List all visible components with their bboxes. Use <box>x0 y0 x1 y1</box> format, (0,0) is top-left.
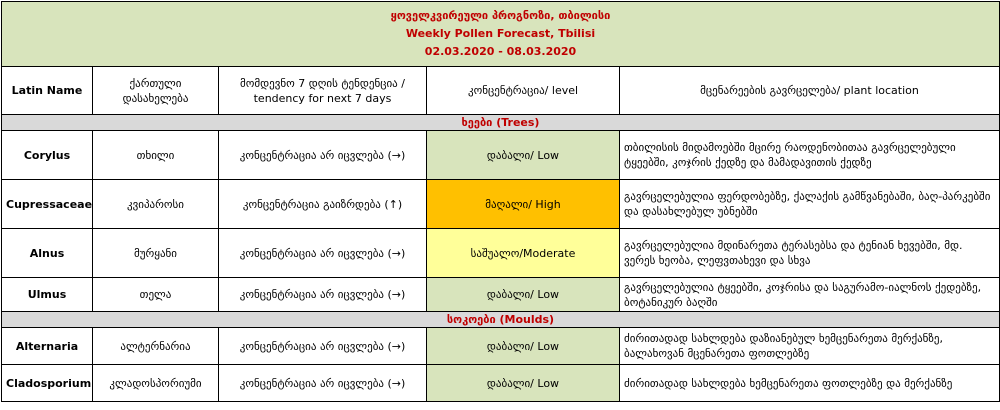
level-badge: დაბალი/ Low <box>427 278 620 312</box>
col-header-location: მცენარეების გავრცელება/ plant location <box>620 67 1000 115</box>
georgian-name: თელა <box>93 278 219 312</box>
forecast-header <box>2 2 1000 67</box>
title-georgian: ყოველკვირეული პროგნოზი, თბილისი <box>390 9 611 22</box>
section-moulds <box>2 312 1000 328</box>
plant-location: ძირითადად სახლდება ხემცენარეთა ფოთლებზე და მერქანზე <box>620 365 1000 402</box>
georgian-name: კვიპაროსი <box>93 180 219 229</box>
plant-location: ძირითადად სახლდება დაზიანებულ ხემცენარეთა მერქანზე, ბალახოვან მცენარეთა ფოთლებზე <box>620 328 1000 365</box>
level-badge: დაბალი/ Low <box>427 365 620 402</box>
tendency: კონცენტრაცია არ იცვლება (→) <box>219 365 427 402</box>
georgian-name: მურყანი <box>93 229 219 278</box>
latin-name: Ulmus <box>2 278 93 312</box>
latin-name: Alnus <box>2 229 93 278</box>
col-header-tendency: მომდევნო 7 დღის ტენდენცია / tendency for next 7 days <box>219 67 427 115</box>
tendency: კონცენტრაცია გაიზრდება (↑) <box>219 180 427 229</box>
latin-name: Cupressaceae <box>2 180 93 229</box>
table-row <box>2 365 1000 402</box>
table-row <box>2 328 1000 365</box>
column-headers <box>2 67 1000 115</box>
forecast-period: 02.03.2020 - 08.03.2020 <box>424 45 577 58</box>
level-badge: საშუალო/Moderate <box>427 229 620 278</box>
plant-location: თბილისის მიდამოებში მცირე რაოდენობითაა გავრცელებული ტყეებში, კოჯრის ქედზე და მამადავითის ქედზე <box>620 131 1000 180</box>
georgian-name: ალტერნარია <box>93 328 219 365</box>
tendency: კონცენტრაცია არ იცვლება (→) <box>219 229 427 278</box>
latin-name: Corylus <box>2 131 93 180</box>
table-row <box>2 229 1000 278</box>
table-row <box>2 278 1000 312</box>
section-trees-label: ხეები (Trees) <box>2 115 1000 131</box>
plant-location: გავრცელებულია მდინარეთა ტერასებსა და ტენიან ხევებში, მდ. ვერეს ხეობა, ლეფვთახევი და სხვა <box>620 229 1000 278</box>
col-header-level: კონცენტრაცია/ level <box>427 67 620 115</box>
georgian-name: თხილი <box>93 131 219 180</box>
level-badge: დაბალი/ Low <box>427 131 620 180</box>
tendency: კონცენტრაცია არ იცვლება (→) <box>219 328 427 365</box>
tendency: კონცენტრაცია არ იცვლება (→) <box>219 131 427 180</box>
plant-location: გავრცელებულია ფერდობებზე, ქალაქის გამწვანებაში, ბაღ-პარკებში და დასახლებულ უბნებში <box>620 180 1000 229</box>
georgian-name: კლადოსპორიუმი <box>93 365 219 402</box>
col-header-georgian: ქართული დასახელება <box>93 67 219 115</box>
table-row <box>2 131 1000 180</box>
level-badge: მაღალი/ High <box>427 180 620 229</box>
col-header-latin: Latin Name <box>2 67 93 115</box>
plant-location: გავრცელებულია ტყეებში, კოჯრისა და საგურამო-იალნოს ქედებზე, ბოტანიკურ ბაღში <box>620 278 1000 312</box>
table-row <box>2 180 1000 229</box>
pollen-forecast-table <box>1 1 1000 402</box>
latin-name: Alternaria <box>2 328 93 365</box>
section-moulds-label: სოკოები (Moulds) <box>2 312 1000 328</box>
latin-name: Cladosporium <box>2 365 93 402</box>
title-english: Weekly Pollen Forecast, Tbilisi <box>405 27 596 40</box>
tendency: კონცენტრაცია არ იცვლება (→) <box>219 278 427 312</box>
level-badge: დაბალი/ Low <box>427 328 620 365</box>
section-trees <box>2 115 1000 131</box>
